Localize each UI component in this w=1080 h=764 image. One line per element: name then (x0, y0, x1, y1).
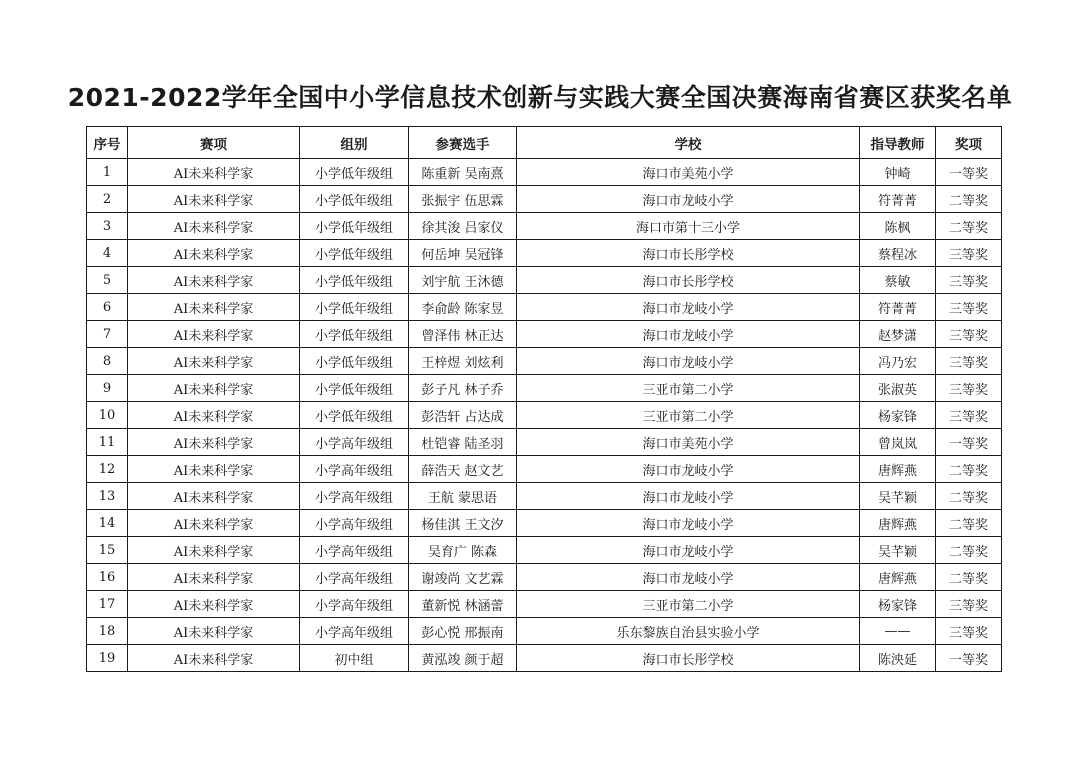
cell-award: 二等奖 (936, 564, 1002, 591)
cell-event: AI未来科学家 (128, 294, 300, 321)
cell-participants: 李俞龄 陈家昱 (409, 294, 517, 321)
cell-instructor: 符菁菁 (860, 294, 936, 321)
cell-group: 小学高年级组 (300, 618, 409, 645)
cell-index: 8 (87, 348, 128, 375)
cell-instructor: 陈泱延 (860, 645, 936, 672)
cell-group: 小学低年级组 (300, 267, 409, 294)
cell-school: 海口市龙岐小学 (517, 537, 860, 564)
cell-award: 二等奖 (936, 537, 1002, 564)
cell-index: 2 (87, 186, 128, 213)
cell-index: 14 (87, 510, 128, 537)
cell-school: 海口市龙岐小学 (517, 564, 860, 591)
cell-event: AI未来科学家 (128, 591, 300, 618)
cell-group: 小学低年级组 (300, 348, 409, 375)
cell-index: 11 (87, 429, 128, 456)
cell-instructor: 陈枫 (860, 213, 936, 240)
cell-index: 15 (87, 537, 128, 564)
header-group: 组别 (300, 127, 409, 159)
cell-instructor: 赵梦潇 (860, 321, 936, 348)
cell-school: 三亚市第二小学 (517, 402, 860, 429)
cell-event: AI未来科学家 (128, 483, 300, 510)
cell-event: AI未来科学家 (128, 618, 300, 645)
header-participants: 参赛选手 (409, 127, 517, 159)
table-row (87, 294, 1002, 321)
cell-group: 小学高年级组 (300, 510, 409, 537)
cell-event: AI未来科学家 (128, 321, 300, 348)
table-row (87, 213, 1002, 240)
cell-group: 小学低年级组 (300, 294, 409, 321)
cell-participants: 彭子凡 林子乔 (409, 375, 517, 402)
cell-instructor: 吴芊颖 (860, 483, 936, 510)
cell-event: AI未来科学家 (128, 510, 300, 537)
cell-event: AI未来科学家 (128, 186, 300, 213)
cell-participants: 王航 蒙思语 (409, 483, 517, 510)
cell-school: 海口市龙岐小学 (517, 456, 860, 483)
cell-event: AI未来科学家 (128, 213, 300, 240)
cell-participants: 黄泓竣 颜于超 (409, 645, 517, 672)
header-index: 序号 (87, 127, 128, 159)
table-row (87, 537, 1002, 564)
table-row (87, 267, 1002, 294)
cell-school: 海口市长彤学校 (517, 240, 860, 267)
cell-event: AI未来科学家 (128, 456, 300, 483)
cell-school: 海口市龙岐小学 (517, 348, 860, 375)
cell-instructor: 唐辉燕 (860, 564, 936, 591)
table-row (87, 321, 1002, 348)
cell-event: AI未来科学家 (128, 645, 300, 672)
cell-award: 三等奖 (936, 321, 1002, 348)
cell-instructor: 符菁菁 (860, 186, 936, 213)
cell-school: 乐东黎族自治县实验小学 (517, 618, 860, 645)
cell-group: 小学高年级组 (300, 483, 409, 510)
table-row (87, 402, 1002, 429)
cell-award: 三等奖 (936, 591, 1002, 618)
cell-group: 小学低年级组 (300, 213, 409, 240)
header-event: 赛项 (128, 127, 300, 159)
cell-event: AI未来科学家 (128, 537, 300, 564)
cell-instructor: 杨家锋 (860, 402, 936, 429)
cell-award: 三等奖 (936, 402, 1002, 429)
table-row (87, 564, 1002, 591)
cell-award: 一等奖 (936, 159, 1002, 186)
cell-participants: 刘宇航 王沐德 (409, 267, 517, 294)
cell-event: AI未来科学家 (128, 240, 300, 267)
cell-instructor: 唐辉燕 (860, 510, 936, 537)
header-school: 学校 (517, 127, 860, 159)
cell-award: 三等奖 (936, 348, 1002, 375)
cell-index: 5 (87, 267, 128, 294)
awards-table (86, 126, 1002, 672)
cell-school: 三亚市第二小学 (517, 375, 860, 402)
cell-event: AI未来科学家 (128, 429, 300, 456)
cell-index: 12 (87, 456, 128, 483)
cell-school: 海口市长彤学校 (517, 267, 860, 294)
cell-group: 小学高年级组 (300, 564, 409, 591)
cell-school: 海口市美苑小学 (517, 429, 860, 456)
cell-instructor: 吴芊颖 (860, 537, 936, 564)
table-row (87, 618, 1002, 645)
cell-index: 3 (87, 213, 128, 240)
cell-award: 一等奖 (936, 429, 1002, 456)
cell-group: 初中组 (300, 645, 409, 672)
cell-participants: 吴育广 陈森 (409, 537, 517, 564)
cell-participants: 杨佳淇 王文汐 (409, 510, 517, 537)
table-row (87, 645, 1002, 672)
cell-index: 13 (87, 483, 128, 510)
table-row (87, 429, 1002, 456)
cell-event: AI未来科学家 (128, 564, 300, 591)
cell-school: 海口市龙岐小学 (517, 321, 860, 348)
cell-participants: 董新悦 林涵蕾 (409, 591, 517, 618)
table-body (87, 159, 1002, 672)
table-row (87, 483, 1002, 510)
cell-school: 海口市龙岐小学 (517, 510, 860, 537)
page-title: 2021-2022学年全国中小学信息技术创新与实践大赛全国决赛海南省赛区获奖名单 (67, 83, 1013, 112)
cell-group: 小学高年级组 (300, 537, 409, 564)
table-row (87, 186, 1002, 213)
cell-instructor: —— (860, 618, 936, 645)
cell-instructor: 杨家锋 (860, 591, 936, 618)
cell-group: 小学低年级组 (300, 159, 409, 186)
cell-index: 1 (87, 159, 128, 186)
cell-index: 16 (87, 564, 128, 591)
cell-participants: 王梓煜 刘炫利 (409, 348, 517, 375)
cell-instructor: 蔡敏 (860, 267, 936, 294)
cell-instructor: 蔡程冰 (860, 240, 936, 267)
cell-group: 小学低年级组 (300, 186, 409, 213)
cell-school: 海口市长彤学校 (517, 645, 860, 672)
cell-event: AI未来科学家 (128, 402, 300, 429)
cell-group: 小学低年级组 (300, 240, 409, 267)
table-row (87, 159, 1002, 186)
cell-instructor: 张淑英 (860, 375, 936, 402)
cell-award: 二等奖 (936, 213, 1002, 240)
cell-participants: 陈重新 吴南熹 (409, 159, 517, 186)
cell-school: 海口市龙岐小学 (517, 294, 860, 321)
cell-participants: 彭心悦 邢振南 (409, 618, 517, 645)
cell-award: 二等奖 (936, 510, 1002, 537)
table-row (87, 240, 1002, 267)
table-row (87, 591, 1002, 618)
cell-index: 9 (87, 375, 128, 402)
cell-index: 7 (87, 321, 128, 348)
cell-event: AI未来科学家 (128, 375, 300, 402)
cell-participants: 彭浩轩 占达成 (409, 402, 517, 429)
header-instructor: 指导教师 (860, 127, 936, 159)
cell-award: 二等奖 (936, 456, 1002, 483)
cell-group: 小学低年级组 (300, 321, 409, 348)
cell-group: 小学高年级组 (300, 591, 409, 618)
cell-group: 小学低年级组 (300, 375, 409, 402)
cell-group: 小学低年级组 (300, 402, 409, 429)
cell-award: 一等奖 (936, 645, 1002, 672)
cell-award: 三等奖 (936, 618, 1002, 645)
cell-instructor: 冯乃宏 (860, 348, 936, 375)
cell-school: 海口市龙岐小学 (517, 483, 860, 510)
cell-participants: 张振宇 伍思霖 (409, 186, 517, 213)
table-row (87, 510, 1002, 537)
cell-index: 4 (87, 240, 128, 267)
cell-index: 19 (87, 645, 128, 672)
cell-event: AI未来科学家 (128, 267, 300, 294)
cell-event: AI未来科学家 (128, 159, 300, 186)
cell-award: 三等奖 (936, 240, 1002, 267)
cell-instructor: 唐辉燕 (860, 456, 936, 483)
cell-index: 10 (87, 402, 128, 429)
cell-award: 二等奖 (936, 483, 1002, 510)
cell-instructor: 曾岚岚 (860, 429, 936, 456)
cell-participants: 谢竣尚 文艺霖 (409, 564, 517, 591)
cell-participants: 何岳坤 吴冠锋 (409, 240, 517, 267)
header-award: 奖项 (936, 127, 1002, 159)
table-row (87, 375, 1002, 402)
cell-school: 海口市第十三小学 (517, 213, 860, 240)
cell-award: 三等奖 (936, 375, 1002, 402)
cell-participants: 曾泽伟 林正达 (409, 321, 517, 348)
cell-award: 三等奖 (936, 294, 1002, 321)
cell-index: 17 (87, 591, 128, 618)
cell-index: 18 (87, 618, 128, 645)
cell-group: 小学高年级组 (300, 456, 409, 483)
table-row (87, 348, 1002, 375)
cell-group: 小学高年级组 (300, 429, 409, 456)
cell-event: AI未来科学家 (128, 348, 300, 375)
cell-instructor: 钟崎 (860, 159, 936, 186)
cell-school: 三亚市第二小学 (517, 591, 860, 618)
cell-award: 三等奖 (936, 267, 1002, 294)
table-row (87, 456, 1002, 483)
cell-school: 海口市美苑小学 (517, 159, 860, 186)
cell-participants: 徐其浚 吕家仪 (409, 213, 517, 240)
cell-participants: 杜铠睿 陆圣羽 (409, 429, 517, 456)
table-header-row (87, 127, 1002, 159)
cell-index: 6 (87, 294, 128, 321)
cell-school: 海口市龙岐小学 (517, 186, 860, 213)
cell-participants: 薛浩天 赵文艺 (409, 456, 517, 483)
cell-award: 二等奖 (936, 186, 1002, 213)
